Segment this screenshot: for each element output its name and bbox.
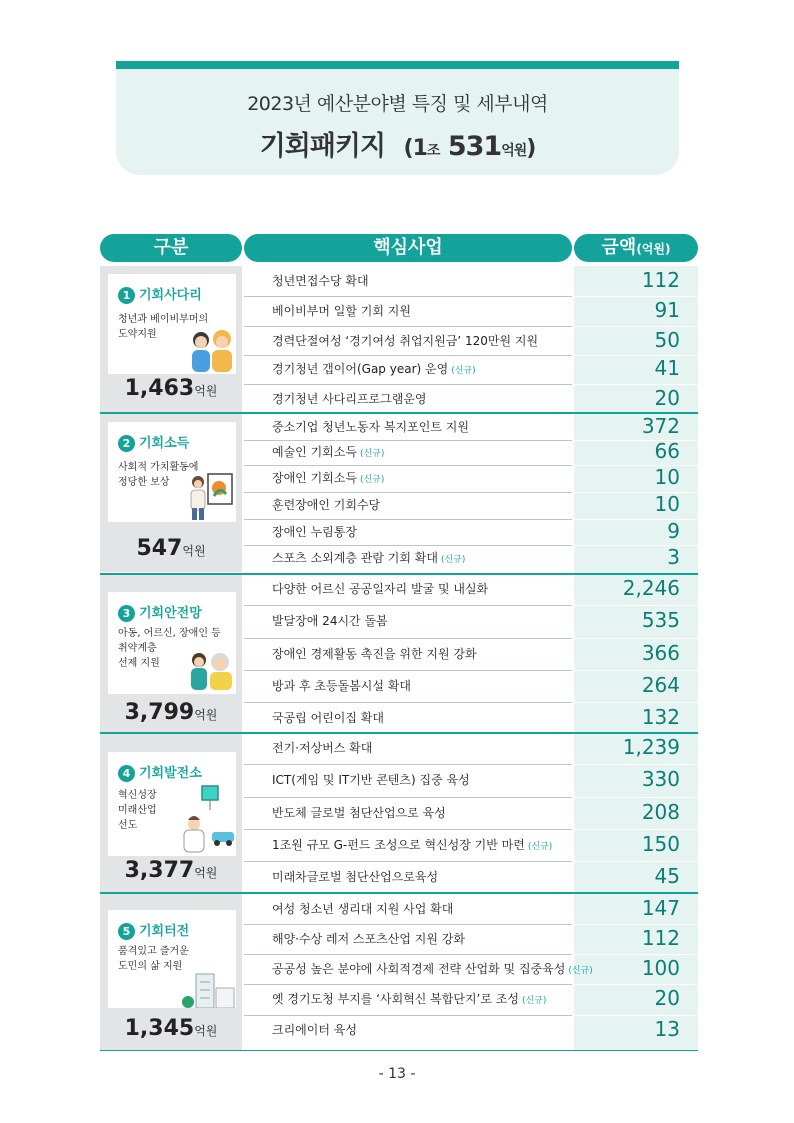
desc-line: 선제 지원 <box>118 658 160 669</box>
project-text: 스포츠 소외계층 관람 기회 확대 <box>272 551 438 565</box>
project-text: 다양한 어르신 공공일자리 발굴 및 내실화 <box>272 582 489 596</box>
desc-line: 선도 <box>118 820 138 831</box>
project-item <box>272 900 453 917</box>
amount-row-divider <box>574 638 698 639</box>
category-title-1 <box>118 284 202 304</box>
project-amount: 20 <box>654 386 680 410</box>
project-amount: 20 <box>654 986 680 1010</box>
project-item <box>272 677 411 694</box>
total-unit: 억원 <box>194 708 218 722</box>
category-card-1 <box>108 274 236 374</box>
category-name-2: 기회소득 <box>139 436 190 451</box>
title-main <box>116 124 679 163</box>
desc-line: 혁신성장 <box>118 790 157 801</box>
total-value: 1,345 <box>124 1016 195 1041</box>
project-amount: 132 <box>641 705 680 729</box>
header-category: 구분 <box>100 234 242 262</box>
title-subtitle: 2023년 예산분야별 특징 및 세부내역 <box>247 93 548 115</box>
header-amount-unit: (억원) <box>636 242 671 256</box>
amount-row-divider <box>574 924 698 925</box>
new-badge: (신규) <box>521 996 547 1006</box>
project-text: 공공성 높은 분야에 사회적경제 전략 산업화 및 집중육성 <box>272 962 566 976</box>
total-value: 547 <box>136 536 183 561</box>
project-item <box>272 1021 357 1038</box>
total-value: 3,377 <box>124 858 195 883</box>
row-divider <box>244 829 572 830</box>
project-text: ICT(게임 및 IT기반 콘텐츠) 집중 육성 <box>272 773 470 787</box>
amount-row-divider <box>574 984 698 985</box>
title-box <box>116 61 679 175</box>
category-title-5 <box>118 920 189 940</box>
row-divider <box>244 440 572 441</box>
project-amount: 3 <box>667 545 680 569</box>
project-amount: 330 <box>641 767 680 791</box>
header-amount <box>574 234 698 262</box>
people-illustration-icon <box>186 326 236 372</box>
project-item <box>272 836 552 853</box>
project-amount: 41 <box>654 356 680 380</box>
total-unit: 억원 <box>194 1024 218 1038</box>
amount-open: (1 <box>403 136 427 161</box>
category-cell-2 <box>100 414 242 572</box>
category-card-5 <box>108 910 236 1008</box>
project-text: 방과 후 초등돌봄시설 확대 <box>272 679 411 693</box>
row-divider <box>244 670 572 671</box>
category-cell-3 <box>100 574 242 732</box>
row-divider <box>244 1015 572 1016</box>
buildings-illustration-icon <box>180 968 236 1008</box>
total-unit: 억원 <box>182 544 206 558</box>
category-card-3 <box>108 592 236 694</box>
category-title-4 <box>118 762 202 782</box>
project-text: 해양·수상 레저 스포츠산업 지원 강화 <box>272 932 465 946</box>
row-divider <box>244 764 572 765</box>
row-divider <box>244 605 572 606</box>
project-text: 예술인 기회소득 <box>272 445 357 459</box>
category-card-4 <box>108 752 236 856</box>
project-item <box>272 272 369 289</box>
project-text: 중소기업 청년노동자 복지포인트 지원 <box>272 420 469 434</box>
amount-unit: 억원 <box>501 143 527 159</box>
total-unit: 억원 <box>194 384 218 398</box>
row-divider <box>244 638 572 639</box>
project-item <box>272 496 380 513</box>
category-desc-5 <box>118 944 189 974</box>
category-card-2 <box>108 422 236 522</box>
row-divider <box>244 924 572 925</box>
desc-line: 사회적 가치활동에 <box>118 462 199 473</box>
category-total-4 <box>100 858 242 883</box>
project-amount: 264 <box>641 673 680 697</box>
project-amount: 100 <box>641 956 680 980</box>
project-item <box>272 612 388 629</box>
row-divider <box>244 519 572 520</box>
project-item <box>272 302 411 319</box>
project-item <box>272 990 546 1007</box>
project-item <box>272 390 427 407</box>
tech-car-illustration-icon <box>172 780 236 854</box>
project-text: 발달장애 24시간 돌봄 <box>272 614 388 628</box>
amount-row-divider <box>574 1015 698 1016</box>
painting-artist-icon <box>186 468 236 520</box>
project-amount: 112 <box>641 268 680 292</box>
project-text: 미래차글로벌 첨단산업으로육성 <box>272 870 439 884</box>
project-text: 여성 청소년 생리대 지원 사업 확대 <box>272 902 454 916</box>
project-item <box>272 771 470 788</box>
new-badge: (신규) <box>359 475 385 485</box>
new-badge: (신규) <box>568 966 593 976</box>
amount-row-divider <box>574 384 698 385</box>
category-number-1: 1 <box>118 287 135 304</box>
project-amount: 535 <box>641 608 680 632</box>
category-title-2 <box>118 432 189 452</box>
amount-row-divider <box>574 326 698 327</box>
project-text: 크리에이터 육성 <box>272 1023 357 1037</box>
row-divider <box>244 545 572 546</box>
project-text: 청년면접수당 확대 <box>272 274 369 288</box>
caregiver-illustration-icon <box>186 646 236 692</box>
category-desc-4 <box>118 788 157 833</box>
row-divider <box>244 326 572 327</box>
project-text: 국공립 어린이집 확대 <box>272 711 384 725</box>
project-amount: 45 <box>654 864 680 888</box>
project-amount: 10 <box>654 492 680 516</box>
title-main-text: 기회패키지 <box>259 131 386 162</box>
desc-line: 품격있고 즐거운 <box>118 946 189 957</box>
project-text: 옛 경기도청 부지를 ‘사회혁신 복합단지’로 조성 <box>272 992 519 1006</box>
project-amount: 112 <box>641 926 680 950</box>
amount-row-divider <box>574 829 698 830</box>
amount-close: ) <box>526 136 536 161</box>
desc-line: 도민의 삶 지원 <box>118 961 183 972</box>
category-number-2: 2 <box>118 435 135 452</box>
project-amount: 50 <box>654 328 680 352</box>
amount-row-divider <box>574 797 698 798</box>
group-separator <box>100 732 698 734</box>
row-divider <box>244 384 572 385</box>
desc-line: 미래산업 <box>118 805 157 816</box>
category-number-5: 5 <box>118 923 135 940</box>
project-item <box>272 709 384 726</box>
table-bottom-border <box>100 1050 698 1051</box>
project-item <box>272 868 438 885</box>
project-item <box>272 469 384 486</box>
row-divider <box>244 954 572 955</box>
project-amount: 9 <box>667 519 680 543</box>
row-divider <box>244 702 572 703</box>
group-separator <box>100 573 698 575</box>
project-text: 베이비부머 일할 기회 지원 <box>272 304 411 318</box>
category-cell-1 <box>100 266 242 412</box>
amount-row-divider <box>574 296 698 297</box>
project-text: 반도체 글로벌 첨단산업으로 육성 <box>272 806 446 820</box>
amount-row-divider <box>574 764 698 765</box>
desc-line: 정당한 보상 <box>118 477 170 488</box>
group-separator <box>100 892 698 894</box>
project-item <box>272 549 465 566</box>
amount-row-divider <box>574 861 698 862</box>
amount-row-divider <box>574 954 698 955</box>
category-name-1: 기회사다리 <box>139 288 202 303</box>
row-divider <box>244 296 572 297</box>
header-projects: 핵심사업 <box>244 234 572 262</box>
amount-jo: 조 <box>426 143 440 159</box>
new-badge: (신규) <box>359 449 385 459</box>
project-amount: 366 <box>641 641 680 665</box>
project-amount: 66 <box>654 439 680 463</box>
project-item <box>272 443 384 460</box>
category-total-3 <box>100 700 242 725</box>
desc-line: 청년과 베이비부머의 <box>118 314 209 325</box>
row-divider <box>244 492 572 493</box>
amount-row-divider <box>574 605 698 606</box>
row-divider <box>244 465 572 466</box>
row-divider <box>244 355 572 356</box>
amount-row-divider <box>574 670 698 671</box>
project-item <box>272 580 488 597</box>
amount-num: 531 <box>439 131 502 162</box>
category-name-3: 기회안전망 <box>139 606 202 621</box>
header-amount-label: 금액 <box>601 237 637 258</box>
project-amount: 208 <box>641 800 680 824</box>
category-title-3 <box>118 602 202 622</box>
category-total-1 <box>100 376 242 401</box>
project-amount: 2,246 <box>622 576 680 600</box>
project-text: 1조원 규모 G-펀드 조성으로 혁신성장 기반 마련 <box>272 838 525 852</box>
project-item <box>272 332 538 349</box>
category-name-4: 기회발전소 <box>139 766 202 781</box>
project-amount: 150 <box>641 832 680 856</box>
project-text: 장애인 기회소득 <box>272 471 357 485</box>
project-amount: 10 <box>654 465 680 489</box>
project-amount: 1,239 <box>622 735 680 759</box>
category-number-4: 4 <box>118 765 135 782</box>
desc-line: 아동, 어르신, 장애인 등 <box>118 628 221 639</box>
total-value: 1,463 <box>124 376 195 401</box>
total-value: 3,799 <box>124 700 195 725</box>
category-total-2 <box>100 536 242 561</box>
new-badge: (신규) <box>451 366 476 376</box>
project-item <box>272 960 593 977</box>
project-item <box>272 360 476 377</box>
project-amount: 91 <box>654 298 680 322</box>
category-number-3: 3 <box>118 605 135 622</box>
project-text: 경기청년 사다리프로그램운영 <box>272 392 427 406</box>
row-divider <box>244 861 572 862</box>
category-cell-4 <box>100 734 242 892</box>
project-item <box>272 739 372 756</box>
amount-row-divider <box>574 702 698 703</box>
project-text: 전기·저상버스 확대 <box>272 741 373 755</box>
total-unit: 억원 <box>194 866 218 880</box>
page-number: - 13 - <box>378 1066 416 1082</box>
project-amount: 147 <box>641 896 680 920</box>
project-text: 장애인 경제활동 촉진을 위한 지원 강화 <box>272 647 477 661</box>
new-badge: (신규) <box>440 555 466 565</box>
project-item <box>272 930 465 947</box>
project-text: 경력단절여성 ‘경기여성 취업지원금’ 120만원 지원 <box>272 334 539 348</box>
desc-line: 도약지원 <box>118 329 157 340</box>
category-total-5 <box>100 1016 242 1041</box>
new-badge: (신규) <box>527 842 553 852</box>
project-item <box>272 523 357 540</box>
title-amount <box>403 131 536 162</box>
row-divider <box>244 797 572 798</box>
category-cell-5 <box>100 894 242 1050</box>
project-item <box>272 804 446 821</box>
category-name-5: 기회터전 <box>139 924 190 939</box>
project-item <box>272 418 469 435</box>
row-divider <box>244 984 572 985</box>
project-item <box>272 645 477 662</box>
project-text: 훈련장애인 기회수당 <box>272 498 381 512</box>
project-amount: 372 <box>641 414 680 438</box>
project-text: 장애인 누림통장 <box>272 525 357 539</box>
project-text: 경기청년 갭이어(Gap year) 운영 <box>272 362 449 376</box>
project-amount: 13 <box>654 1017 680 1041</box>
desc-line: 취약계층 <box>118 643 157 654</box>
